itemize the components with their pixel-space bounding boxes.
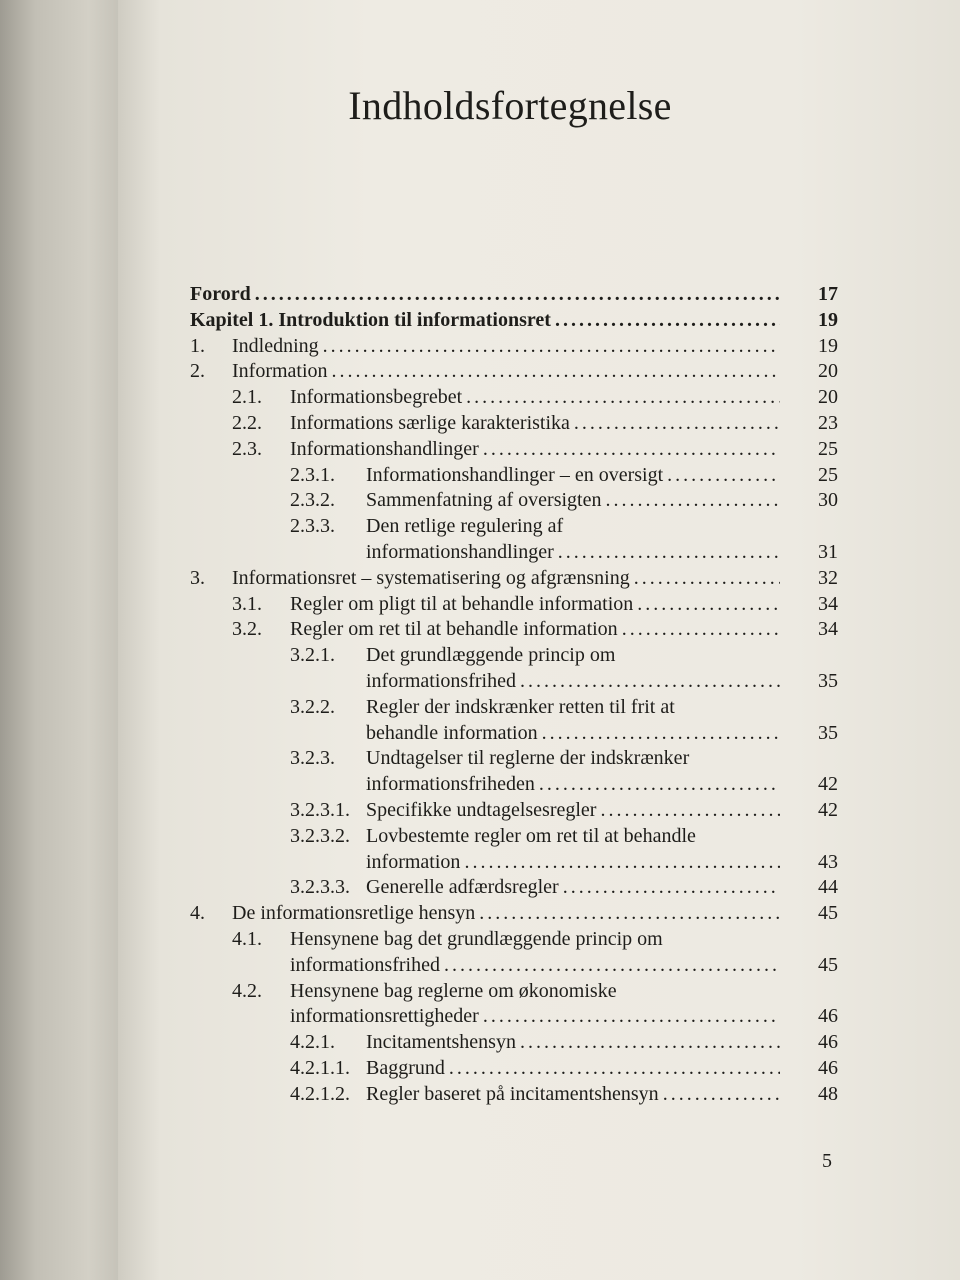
toc-entry-title: Informationsbegrebet xyxy=(290,386,463,409)
toc-section-number: 2.2. xyxy=(232,411,262,434)
toc-page-number: 34 xyxy=(818,618,838,641)
toc-page-number: 44 xyxy=(818,876,838,899)
toc-entry-title: Undtagelser til reglerne der indskrænker xyxy=(366,747,690,770)
toc-entry xyxy=(190,798,840,824)
toc-page-number: 19 xyxy=(818,334,838,357)
toc-entry xyxy=(190,979,840,1005)
opposite-page-edge xyxy=(0,0,118,1280)
toc-entry xyxy=(190,1030,840,1056)
toc-section-number: 3.2.3. xyxy=(290,747,335,770)
toc-entry-title: Informationshandlinger xyxy=(290,437,479,460)
toc-entry xyxy=(190,850,840,876)
toc-entry-title: Forord xyxy=(190,283,251,305)
toc-page-number: 42 xyxy=(818,798,838,821)
toc-entry-title: information xyxy=(366,850,461,873)
toc-section-number: 2.3.3. xyxy=(290,515,335,538)
toc-entry-title: behandle information xyxy=(366,721,538,744)
toc-entry xyxy=(190,617,840,643)
toc-entry xyxy=(190,695,840,721)
toc-entry xyxy=(190,592,840,618)
toc-page-number: 48 xyxy=(818,1082,838,1105)
dot-leader xyxy=(539,772,780,798)
toc-entry xyxy=(190,359,840,385)
toc-entry-title: Kapitel 1. Introduktion til informationsret xyxy=(190,308,551,331)
toc-entry-title: Incitamentshensyn xyxy=(366,1031,516,1054)
toc-entry xyxy=(190,437,840,463)
toc-page-number: 31 xyxy=(818,540,838,563)
toc-entry xyxy=(190,824,840,850)
toc-section-number: 4.2.1.2. xyxy=(290,1082,350,1105)
toc-section-number: 2.3.2. xyxy=(290,489,335,512)
dot-leader xyxy=(520,1030,780,1056)
toc-page-number: 20 xyxy=(818,360,838,383)
toc-entry xyxy=(190,411,840,437)
toc-entry-title: Det grundlæggende princip om xyxy=(366,644,616,667)
toc-page-number: 25 xyxy=(818,437,838,460)
toc-section-number: 3.2.3.3. xyxy=(290,876,350,899)
toc-section-number: 4.2.1. xyxy=(290,1031,335,1054)
toc-page-number: 17 xyxy=(818,283,838,305)
toc-entry xyxy=(190,308,840,334)
dot-leader xyxy=(622,617,780,643)
toc-page-number: 34 xyxy=(818,592,838,615)
toc-entry xyxy=(190,746,840,772)
toc-entry-title: Indledning xyxy=(232,334,319,357)
dot-leader xyxy=(520,669,780,695)
toc-section-number: 2. xyxy=(190,360,205,383)
toc-entry xyxy=(190,334,840,360)
toc-entry-title: Regler om ret til at behandle information xyxy=(290,618,618,641)
toc-page-number: 35 xyxy=(818,669,838,692)
dot-leader xyxy=(667,463,780,489)
toc-page-number: 46 xyxy=(818,1056,838,1079)
toc-section-number: 3.1. xyxy=(232,592,262,615)
toc-page-number: 20 xyxy=(818,386,838,409)
toc-entry xyxy=(190,1082,840,1108)
dot-leader xyxy=(555,308,780,334)
dot-leader xyxy=(444,953,780,979)
dot-leader xyxy=(323,334,780,360)
toc-entry xyxy=(190,721,840,747)
toc-section-number: 3.2.1. xyxy=(290,644,335,667)
toc-section-number: 2.3.1. xyxy=(290,463,335,486)
toc-section-number: 1. xyxy=(190,334,205,357)
toc-entry xyxy=(190,901,840,927)
toc-section-number: 3. xyxy=(190,566,205,589)
toc-entry-title: Baggrund xyxy=(366,1056,445,1079)
dot-leader xyxy=(479,901,780,927)
toc-entry-title: Informationshandlinger – en oversigt xyxy=(366,463,664,486)
toc-entry xyxy=(190,875,840,901)
toc-entry-title: informationsfriheden xyxy=(366,773,535,796)
toc-page-number: 32 xyxy=(818,566,838,589)
toc-entry xyxy=(190,953,840,979)
toc-section-number: 4. xyxy=(190,902,205,925)
toc-page-number: 35 xyxy=(818,721,838,744)
toc-entry xyxy=(190,669,840,695)
toc-entry xyxy=(190,1004,840,1030)
toc-page-number: 45 xyxy=(818,902,838,925)
dot-leader xyxy=(637,592,780,618)
toc-entry xyxy=(190,540,840,566)
toc-entry xyxy=(190,514,840,540)
toc-entry-title: informationshandlinger xyxy=(366,540,554,563)
toc-entry-title: Regler der indskrænker retten til frit at xyxy=(366,695,675,718)
dot-leader xyxy=(663,1082,780,1108)
toc-page-number: 46 xyxy=(818,1031,838,1054)
toc-entry xyxy=(190,282,840,308)
dot-leader xyxy=(483,1004,780,1030)
dot-leader xyxy=(600,798,780,824)
toc-page-number: 45 xyxy=(818,953,838,976)
toc-entry-title: Informations særlige karakteristika xyxy=(290,411,570,434)
toc-entry-title: informationsfrihed xyxy=(290,953,440,976)
dot-leader xyxy=(466,385,780,411)
toc-entry xyxy=(190,927,840,953)
toc-entry-title: Generelle adfærdsregler xyxy=(366,876,559,899)
dot-leader xyxy=(558,540,780,566)
toc-entry xyxy=(190,385,840,411)
toc-entry-title: De informationsretlige hensyn xyxy=(232,902,476,925)
dot-leader xyxy=(634,566,780,592)
toc-entry-title: informationsrettigheder xyxy=(290,1005,479,1028)
dot-leader xyxy=(574,411,780,437)
toc-entry xyxy=(190,772,840,798)
toc-section-number: 3.2.2. xyxy=(290,695,335,718)
toc-section-number: 4.1. xyxy=(232,927,262,950)
toc-page-number: 43 xyxy=(818,850,838,873)
toc-page-number: 23 xyxy=(818,411,838,434)
toc-entry-title: Specifikke undtagelsesregler xyxy=(366,798,597,821)
toc-section-number: 4.2. xyxy=(232,979,262,1002)
toc-section-number: 4.2.1.1. xyxy=(290,1056,350,1079)
toc-page-number: 42 xyxy=(818,773,838,796)
dot-leader xyxy=(606,488,781,514)
dot-leader xyxy=(332,359,780,385)
toc-entry xyxy=(190,488,840,514)
dot-leader xyxy=(464,850,780,876)
toc-entry-title: Hensynene bag det grundlæggende princip om xyxy=(290,927,663,950)
toc-entry xyxy=(190,1056,840,1082)
toc-entry-title: Lovbestemte regler om ret til at behandle xyxy=(366,824,696,847)
toc-entry-title: Regler baseret på incitamentshensyn xyxy=(366,1082,659,1105)
toc-page-number: 19 xyxy=(818,308,838,331)
toc-section-number: 3.2. xyxy=(232,618,262,641)
toc-section-number: 2.1. xyxy=(232,386,262,409)
toc-section-number: 2.3. xyxy=(232,437,262,460)
toc-entry xyxy=(190,643,840,669)
page-number: 5 xyxy=(822,1150,832,1172)
dot-leader xyxy=(449,1056,780,1082)
toc-entry-title: Regler om pligt til at behandle information xyxy=(290,592,634,615)
toc-entry-title: Informationsret – systematisering og afgrænsning xyxy=(232,566,630,589)
dot-leader xyxy=(563,875,780,901)
toc-section-number: 3.2.3.2. xyxy=(290,824,350,847)
page-title: Indholdsfortegnelse xyxy=(348,83,672,128)
toc-entry-title: Den retlige regulering af xyxy=(366,515,564,538)
dot-leader xyxy=(542,721,780,747)
toc-entry xyxy=(190,463,840,489)
dot-leader xyxy=(483,437,780,463)
toc-page-number: 25 xyxy=(818,463,838,486)
toc-entry-title: Sammenfatning af oversigten xyxy=(366,489,602,512)
toc-entry-title: Information xyxy=(232,360,328,383)
dot-leader xyxy=(255,282,780,308)
toc-section-number: 3.2.3.1. xyxy=(290,798,350,821)
toc-page-number: 46 xyxy=(818,1005,838,1028)
toc-page-number: 30 xyxy=(818,489,838,512)
table-of-contents xyxy=(190,282,840,1108)
toc-entry-title: informationsfrihed xyxy=(366,669,516,692)
toc-entry xyxy=(190,566,840,592)
toc-entry-title: Hensynene bag reglerne om økonomiske xyxy=(290,979,617,1002)
